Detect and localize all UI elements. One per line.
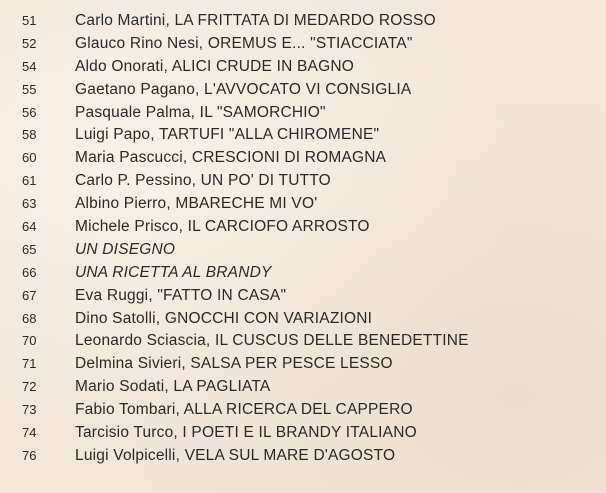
page-number: 74 <box>22 425 37 441</box>
entry-title: Leonardo Sciascia, IL CUSCUS DELLE BENEDETTINE <box>75 332 469 350</box>
toc-row <box>0 376 606 399</box>
page-number: 71 <box>22 356 37 372</box>
entry-title: Eva Ruggi, "FATTO IN CASA" <box>75 286 287 304</box>
entry-title: Tarcisio Turco, I POETI E IL BRANDY ITALIANO <box>75 424 417 442</box>
page-number: 65 <box>22 241 37 257</box>
page-number: 61 <box>22 173 37 189</box>
toc-row <box>0 445 606 468</box>
toc-row <box>0 170 606 193</box>
entry-title: Luigi Papo, TARTUFI "ALLA CHIROMENE" <box>75 126 380 144</box>
toc-row <box>0 102 606 125</box>
toc-row <box>0 353 606 376</box>
toc-row <box>0 262 606 285</box>
page-number: 52 <box>22 35 37 51</box>
toc-row <box>0 79 606 102</box>
toc-row <box>0 399 606 422</box>
page-number: 64 <box>22 219 37 235</box>
page-number: 54 <box>22 58 37 74</box>
table-of-contents <box>0 10 606 468</box>
page-number: 70 <box>22 333 37 349</box>
entry-title: Fabio Tombari, ALLA RICERCA DEL CAPPERO <box>75 401 413 419</box>
toc-row <box>0 56 606 79</box>
page-number: 55 <box>22 81 37 97</box>
page-number: 58 <box>22 127 37 143</box>
entry-title: Aldo Onorati, ALICI CRUDE IN BAGNO <box>75 57 354 75</box>
entry-title: Maria Pascucci, CRESCIONI DI ROMAGNA <box>75 149 387 167</box>
entry-title: Carlo P. Pessino, UN PO' DI TUTTO <box>75 172 331 190</box>
toc-row <box>0 308 606 331</box>
entry-title: UNA RICETTA AL BRANDY <box>75 263 272 281</box>
entry-title: Delmina Sivieri, SALSA PER PESCE LESSO <box>75 355 393 373</box>
toc-row <box>0 285 606 308</box>
page-number: 66 <box>22 264 37 280</box>
page-number: 67 <box>22 287 37 303</box>
toc-row <box>0 193 606 216</box>
toc-row <box>0 330 606 353</box>
entry-title: Glauco Rino Nesi, OREMUS E... "STIACCIATA" <box>75 34 413 52</box>
toc-row <box>0 422 606 445</box>
toc-row <box>0 10 606 33</box>
entry-title: Albino Pierro, MBARECHE MI VO' <box>75 195 318 213</box>
page-number: 68 <box>22 310 37 326</box>
entry-title: Mario Sodati, LA PAGLIATA <box>75 378 271 396</box>
entry-title: Michele Prisco, IL CARCIOFO ARROSTO <box>75 218 370 236</box>
page-number: 60 <box>22 150 37 166</box>
toc-row <box>0 147 606 170</box>
toc-row <box>0 33 606 56</box>
entry-title: Pasquale Palma, IL "SAMORCHIO" <box>75 103 326 121</box>
page-number: 51 <box>22 13 37 28</box>
page-number: 56 <box>22 104 37 120</box>
page-number: 63 <box>22 196 37 212</box>
entry-title: Dino Satolli, GNOCCHI CON VARIAZIONI <box>75 309 373 327</box>
page-number: 73 <box>22 402 37 418</box>
page-number: 76 <box>22 447 37 463</box>
entry-title: Carlo Martini, LA FRITTATA DI MEDARDO ROSSO <box>75 12 436 29</box>
entry-title: Luigi Volpicelli, VELA SUL MARE D'AGOSTO <box>75 446 396 464</box>
page-number: 72 <box>22 379 37 395</box>
toc-row <box>0 124 606 147</box>
toc-row <box>0 239 606 262</box>
entry-title: UN DISEGNO <box>75 240 176 258</box>
entry-title: Gaetano Pagano, L'AVVOCATO VI CONSIGLIA <box>75 80 412 98</box>
toc-row <box>0 216 606 239</box>
